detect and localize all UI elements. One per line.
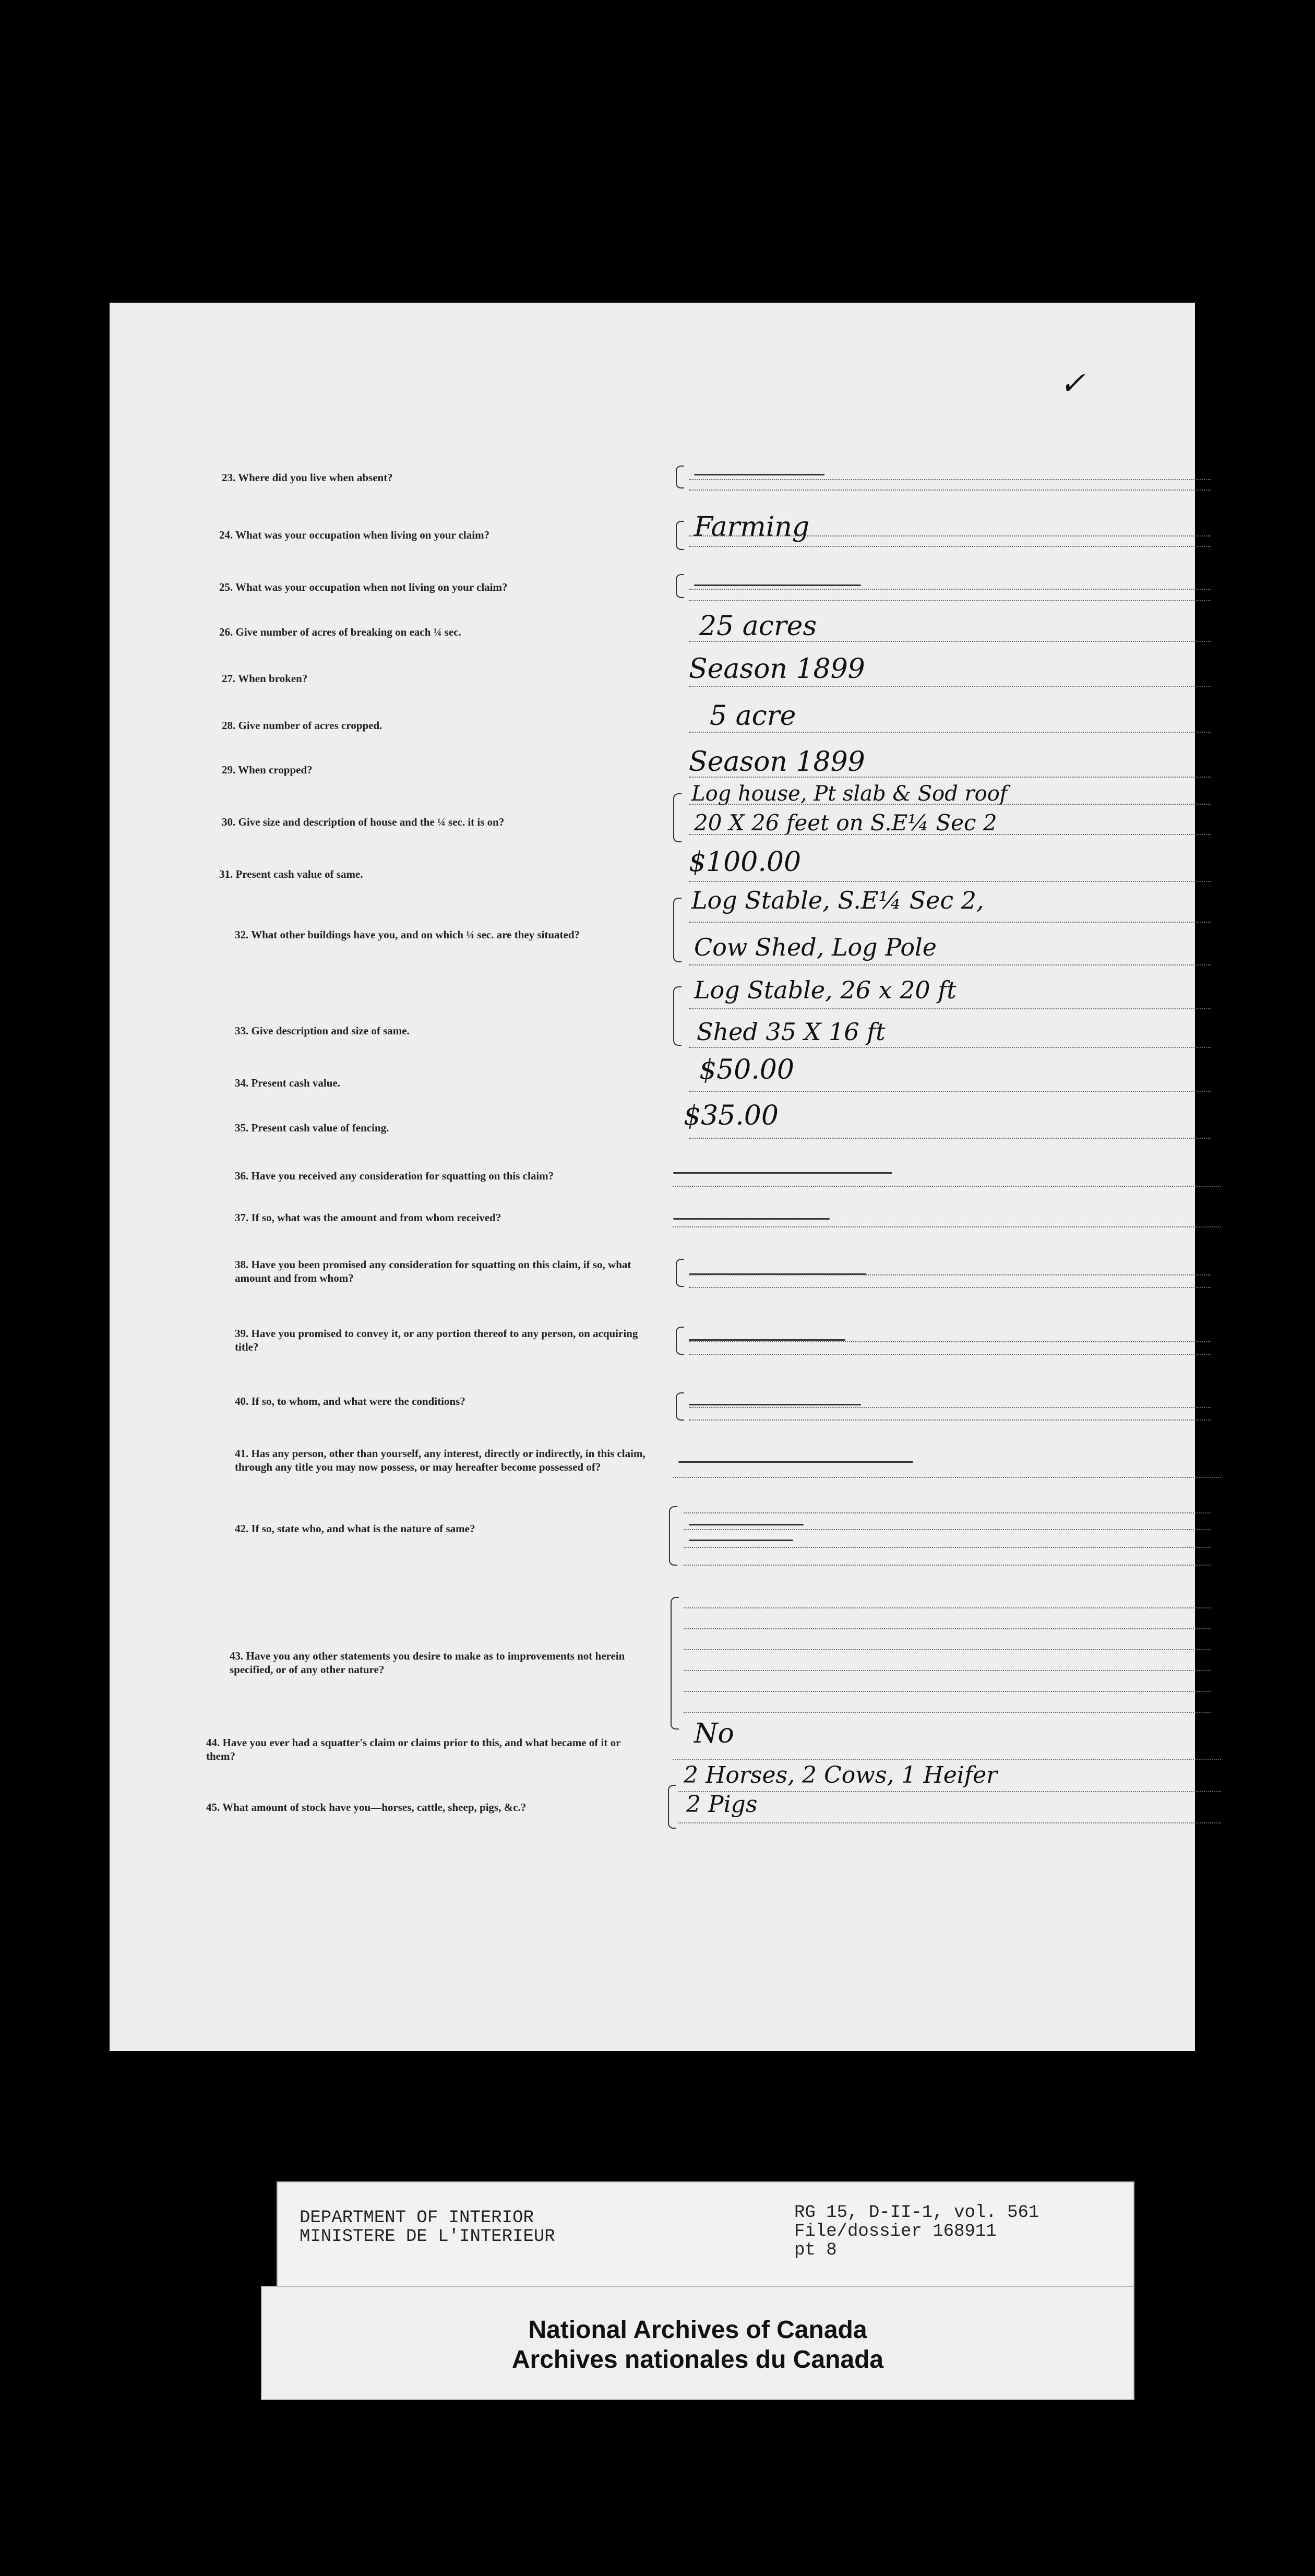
- answer-44: No: [694, 1718, 734, 1749]
- archive-reference-label: [277, 2181, 1134, 2291]
- department-french: MINISTERE DE L'INTERIEUR: [300, 2227, 555, 2247]
- answer-line: [684, 1628, 1211, 1629]
- question-28: 28. Give number of acres cropped.: [222, 719, 382, 732]
- question-36: 36. Have you received any consideration for squatting on this claim?: [235, 1170, 554, 1182]
- brace: [669, 1506, 677, 1566]
- answer-line: [689, 834, 1211, 835]
- question-27: 27. When broken?: [222, 672, 308, 685]
- answer-line: [689, 964, 1211, 965]
- answer-34: $50.00: [699, 1054, 794, 1086]
- answer-line: [673, 1186, 1221, 1187]
- question-39: 39. Have you promised to convey it, or any portion thereof to any person, on acquiring title?: [235, 1327, 638, 1353]
- answer-35: $35.00: [684, 1100, 779, 1131]
- answer-line: [684, 1547, 1211, 1548]
- blank-dash: [678, 1461, 913, 1463]
- question-45: 45. What amount of stock have you—horses, cattle, sheep, pigs, &c.?: [206, 1801, 527, 1814]
- brace: [673, 898, 682, 962]
- answer-32-line2: Cow Shed, Log Pole: [694, 933, 937, 961]
- question-31: 31. Present cash value of same.: [219, 868, 363, 880]
- blank-dash: [673, 1172, 892, 1174]
- answer-line: [689, 1008, 1211, 1009]
- blank-dash: [694, 474, 824, 475]
- blank-dash: [689, 1524, 804, 1525]
- question-23: 23. Where did you live when absent?: [222, 471, 393, 484]
- blank-dash: [673, 1218, 830, 1220]
- brace: [676, 1392, 684, 1421]
- question-33: 33. Give description and size of same.: [235, 1024, 410, 1037]
- brace: [671, 1597, 679, 1730]
- answer-line: [684, 1607, 1211, 1608]
- blank-dash: [689, 1404, 861, 1405]
- question-40: 40. If so, to whom, and what were the conditions?: [235, 1395, 465, 1408]
- answer-line: [684, 1712, 1211, 1713]
- archives-name-english: National Archives of Canada: [528, 2316, 867, 2344]
- answer-24: Farming: [694, 511, 810, 543]
- answer-line: [689, 804, 1211, 805]
- question-43: 43. Have you any other statements you desire to make as to improvements not herein specified, or of any other nature?: [230, 1650, 625, 1676]
- answer-line: [689, 1091, 1211, 1092]
- answer-line: [689, 1047, 1211, 1048]
- question-25: 25. What was your occupation when not living on your claim?: [219, 581, 508, 593]
- answer-line: [689, 1407, 1211, 1408]
- question-24: 24. What was your occupation when living on your claim?: [219, 529, 490, 541]
- answer-33-line1: Log Stable, 26 x 20 ft: [694, 976, 957, 1004]
- answer-line: [689, 732, 1211, 733]
- check-mark-icon: ✓: [1059, 365, 1086, 402]
- archives-name-french: Archives nationales du Canada: [511, 2346, 884, 2374]
- answer-line: [684, 1649, 1211, 1650]
- file-reference: File/dossier 168911: [794, 2222, 997, 2241]
- brace: [668, 1785, 676, 1829]
- brace: [673, 793, 682, 842]
- answer-line: [689, 1274, 1211, 1275]
- answer-line: [689, 1138, 1211, 1139]
- answer-27: Season 1899: [689, 653, 865, 685]
- answer-30-line2: 20 X 26 feet on S.E¼ Sec 2: [694, 810, 997, 836]
- answer-line: [689, 922, 1211, 923]
- question-34: 34. Present cash value.: [235, 1077, 341, 1089]
- answer-line: [684, 1512, 1211, 1513]
- answer-line: [689, 881, 1211, 882]
- answer-line: [689, 490, 1211, 491]
- part-reference: pt 8: [794, 2240, 837, 2260]
- question-29: 29. When cropped?: [222, 764, 313, 776]
- answer-45-line2: 2 Pigs: [686, 1791, 758, 1818]
- answer-line: [678, 1822, 1221, 1823]
- brace: [676, 466, 684, 488]
- answer-30-line1: Log house, Pt slab & Sod roof: [691, 782, 1008, 806]
- answer-line: [689, 535, 1211, 536]
- brace: [673, 986, 682, 1046]
- question-35: 35. Present cash value of fencing.: [235, 1122, 389, 1134]
- answer-line: [678, 1791, 1221, 1792]
- question-44: 44. Have you ever had a squatter's claim or claims prior to this, and what became of it or them?: [206, 1736, 621, 1762]
- question-30: 30. Give size and description of house and the ¼ sec. it is on?: [222, 816, 505, 828]
- answer-line: [689, 546, 1211, 547]
- blank-dash: [689, 1339, 845, 1341]
- answer-31: $100.00: [689, 846, 802, 878]
- answer-line: [673, 1226, 1221, 1227]
- blank-dash: [694, 585, 861, 586]
- answer-line: [689, 1341, 1211, 1342]
- answer-32-line1: Log Stable, S.E¼ Sec 2,: [691, 886, 984, 914]
- answer-line: [673, 1477, 1221, 1478]
- answer-line: [689, 589, 1211, 590]
- answer-line: [673, 1759, 1221, 1760]
- answer-45-line1: 2 Horses, 2 Cows, 1 Heifer: [684, 1762, 998, 1788]
- record-group-reference: RG 15, D-II-1, vol. 561: [794, 2203, 1039, 2223]
- answer-line: [689, 1420, 1211, 1421]
- brace: [676, 521, 684, 550]
- blank-dash: [689, 1540, 793, 1541]
- question-42: 42. If so, state who, and what is the nature of same?: [235, 1522, 475, 1535]
- answer-line: [684, 1565, 1211, 1566]
- question-32: 32. What other buildings have you, and on which ¼ sec. are they situated?: [235, 928, 580, 941]
- answer-29: Season 1899: [689, 746, 865, 778]
- answer-line: [684, 1670, 1211, 1671]
- archives-banner: [261, 2286, 1134, 2400]
- answer-line: [689, 641, 1211, 642]
- answer-line: [684, 1529, 1211, 1530]
- answer-line: [689, 600, 1211, 601]
- answer-line: [684, 1691, 1211, 1692]
- question-37: 37. If so, what was the amount and from whom received?: [235, 1211, 501, 1224]
- department-english: DEPARTMENT OF INTERIOR: [300, 2208, 534, 2228]
- brace: [676, 574, 684, 598]
- question-41: 41. Has any person, other than yourself, any interest, directly or indirectly, in this claim, through any title you may now possess, or may hereafter become possessed of?: [235, 1447, 645, 1473]
- answer-line: [689, 686, 1211, 687]
- brace: [676, 1327, 684, 1355]
- answer-line: [689, 479, 1211, 480]
- answer-line: [689, 1354, 1211, 1355]
- answer-line: [689, 1287, 1211, 1288]
- question-38: 38. Have you been promised any consideration for squatting on this claim, if so, what amount and from whom?: [235, 1258, 631, 1284]
- brace: [676, 1259, 684, 1287]
- answer-26: 25 acres: [699, 611, 817, 642]
- answer-28: 5 acre: [710, 700, 796, 732]
- answer-line: [689, 777, 1211, 778]
- question-26: 26. Give number of acres of breaking on each ¼ sec.: [219, 626, 461, 638]
- answer-33-line2: Shed 35 X 16 ft: [697, 1018, 886, 1046]
- form-page: [110, 303, 1195, 2051]
